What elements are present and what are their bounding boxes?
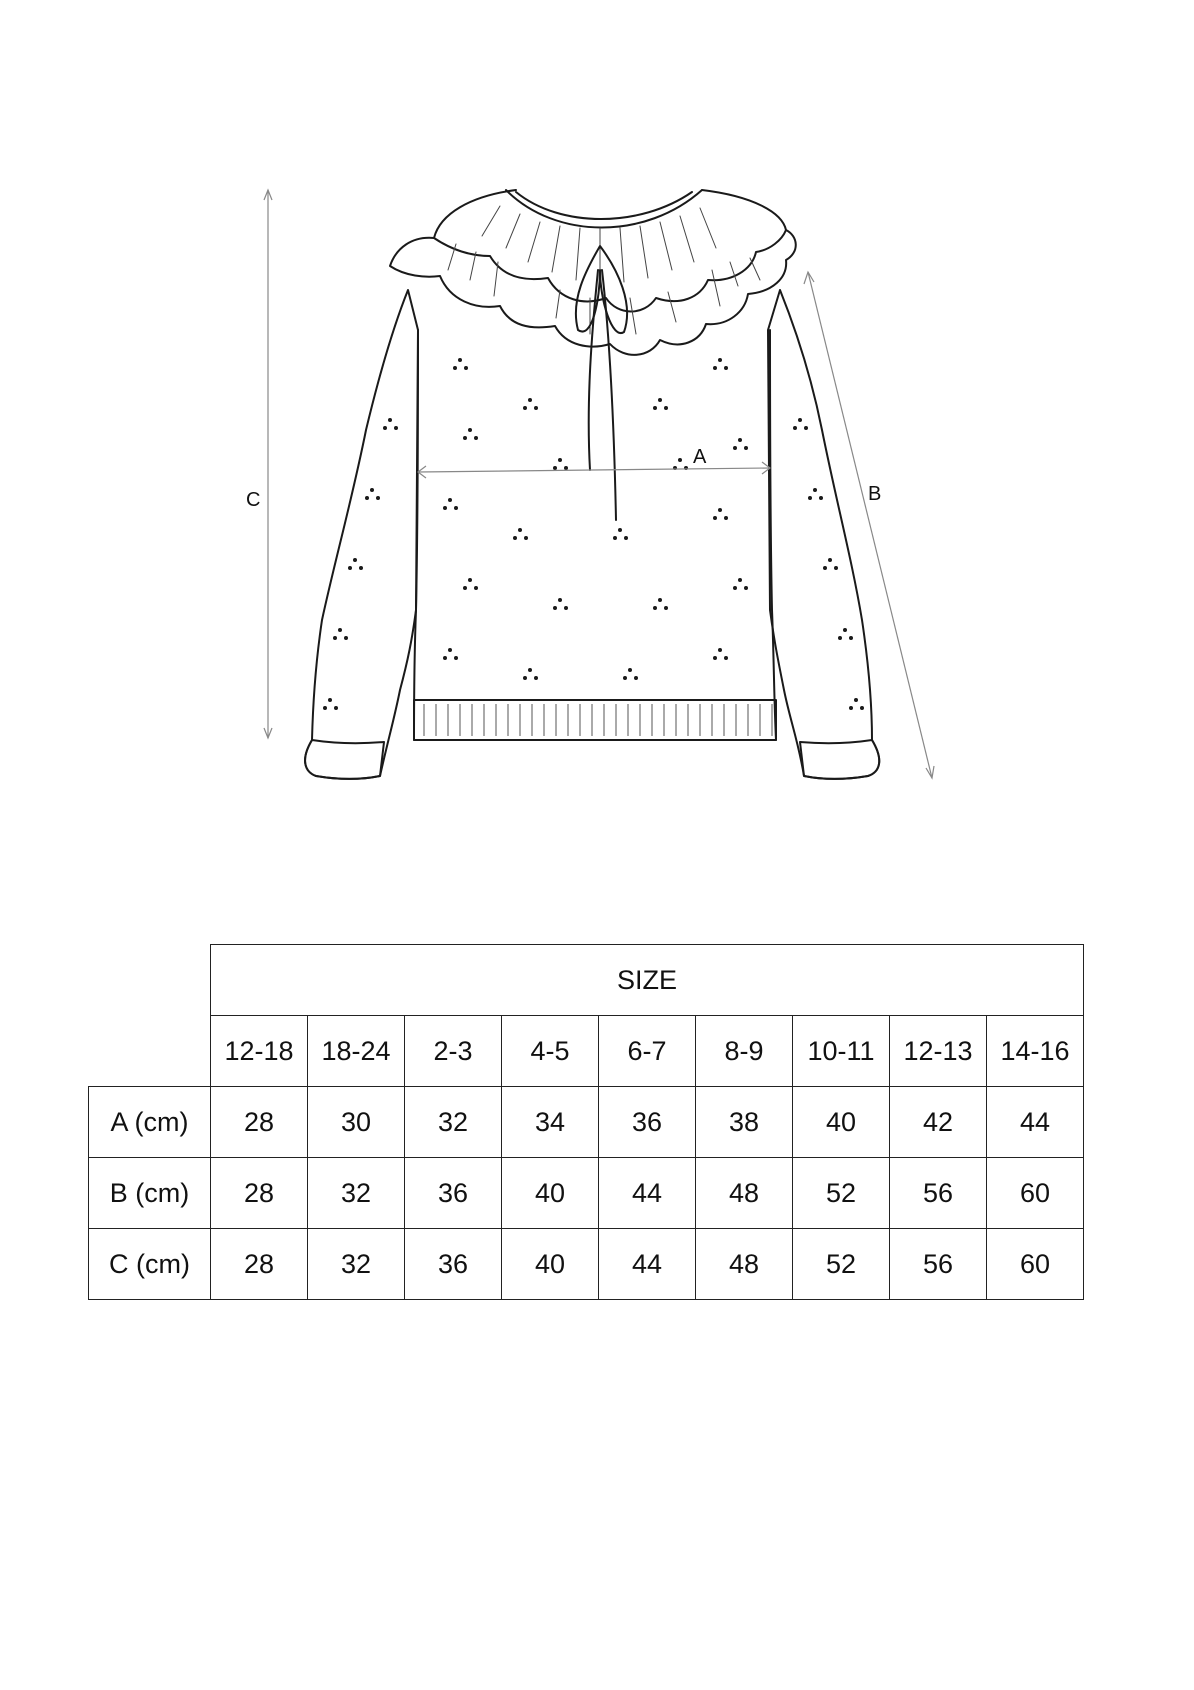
table-cell: 48 — [696, 1158, 793, 1229]
row-label: A (cm) — [89, 1087, 211, 1158]
table-cell: 30 — [308, 1087, 405, 1158]
dimension-a-label: A — [693, 446, 707, 468]
table-cell: 40 — [502, 1158, 599, 1229]
table-cell: 32 — [308, 1229, 405, 1300]
collar-hatching — [448, 206, 760, 334]
table-cell: 38 — [696, 1087, 793, 1158]
right-sleeve — [768, 290, 882, 779]
table-cell: 28 — [211, 1229, 308, 1300]
right-cuff — [800, 740, 879, 779]
table-cell: 36 — [599, 1087, 696, 1158]
table-cell: 48 — [696, 1229, 793, 1300]
left-cuff — [305, 740, 384, 779]
waist-rib — [414, 700, 776, 740]
size-header: 10-11 — [793, 1016, 890, 1087]
table-cell: 32 — [308, 1158, 405, 1229]
table-cell: 42 — [890, 1087, 987, 1158]
sweater-technical-drawing — [0, 0, 1194, 820]
rib-hatching — [424, 704, 772, 736]
table-row — [89, 1158, 1084, 1229]
table-title-row — [89, 945, 1084, 1016]
table-cell: 40 — [502, 1229, 599, 1300]
row-label: B (cm) — [89, 1158, 211, 1229]
size-header: 8-9 — [696, 1016, 793, 1087]
table-cell: 60 — [987, 1158, 1084, 1229]
left-sleeve — [305, 290, 418, 779]
table-cell: 52 — [793, 1158, 890, 1229]
neck-rib — [506, 190, 702, 228]
table-cell: 44 — [987, 1087, 1084, 1158]
size-header: 14-16 — [987, 1016, 1084, 1087]
table-row — [89, 1229, 1084, 1300]
table-cell: 44 — [599, 1158, 696, 1229]
table-cell: 34 — [502, 1087, 599, 1158]
table-cell: 60 — [987, 1229, 1084, 1300]
body — [414, 330, 776, 740]
table-cell: 28 — [211, 1158, 308, 1229]
dimension-a-line — [418, 468, 770, 472]
table-cell: 44 — [599, 1229, 696, 1300]
table-cell: 40 — [793, 1087, 890, 1158]
size-header: 4-5 — [502, 1016, 599, 1087]
size-header-row — [89, 1016, 1084, 1087]
size-header: 12-13 — [890, 1016, 987, 1087]
size-header: 6-7 — [599, 1016, 696, 1087]
table-cell: 52 — [793, 1229, 890, 1300]
size-header: 2-3 — [405, 1016, 502, 1087]
size-header: 12-18 — [211, 1016, 308, 1087]
table-cell: 56 — [890, 1158, 987, 1229]
dimension-b-label: B — [868, 483, 882, 505]
size-chart-table — [88, 944, 1084, 1300]
table-title: SIZE — [211, 945, 1084, 1016]
table-cell: 28 — [211, 1087, 308, 1158]
empty-corner — [89, 945, 211, 1087]
table-row — [89, 1087, 1084, 1158]
eyelet-pattern — [323, 358, 864, 710]
table-cell: 36 — [405, 1158, 502, 1229]
table-cell: 32 — [405, 1087, 502, 1158]
size-header: 18-24 — [308, 1016, 405, 1087]
table-cell: 36 — [405, 1229, 502, 1300]
bow-tie — [576, 246, 627, 333]
dimension-c-label: C — [246, 489, 261, 511]
table-cell: 56 — [890, 1229, 987, 1300]
row-label: C (cm) — [89, 1229, 211, 1300]
